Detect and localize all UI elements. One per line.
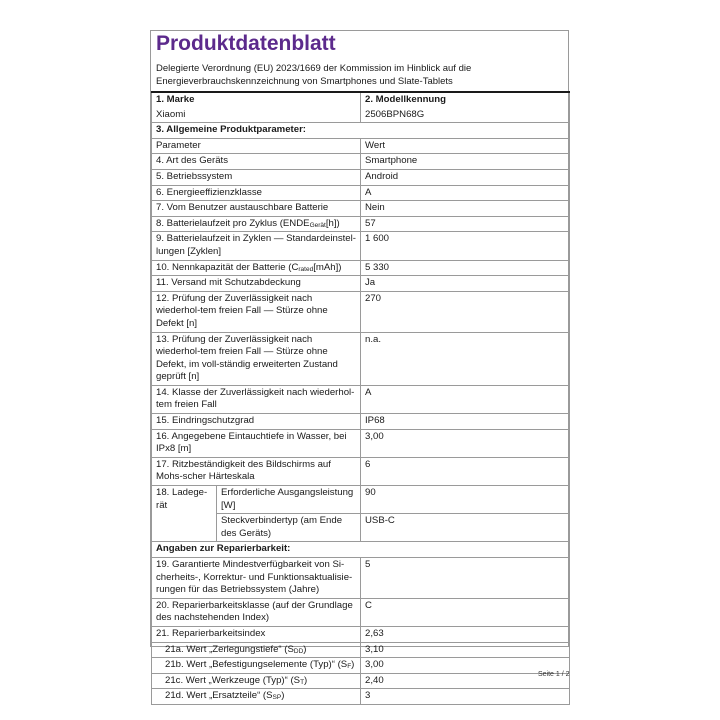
table-row [152,414,570,430]
repair-21b-label [152,658,361,674]
section-repair-heading: Angaben zur Reparierbarkeit: [152,542,570,558]
table-row [152,457,570,485]
battery-cycle-label-subscript: Gerät [309,221,326,229]
ip-value: IP68 [361,414,570,430]
page-title: Produktdatenblatt [156,32,336,55]
table-row [152,642,570,658]
table-row-brand-header [152,92,570,108]
replaceable-battery-value: Nein [361,201,570,217]
table-row [152,673,570,689]
repair-21a-close: ) [303,643,307,655]
drop-class-label: 14. Klasse der Zuverlässigkeit nach wiederhol-tem freien Fall [152,385,361,413]
immersion-label: 16. Angegebene Eintauchtiefe in Wasser, bei IPx8 [m] [152,429,361,457]
os-value: Android [361,169,570,185]
table-row [152,658,570,674]
repair-21b-text: 21b. Wert „Befestigungselemente (Typ)“ (S [165,659,348,671]
table-row [152,429,570,457]
capacity-value: 5 330 [361,260,570,276]
table-row [152,486,570,514]
charger-connector-value: USB-C [361,514,570,542]
page-number: Seite 1 / 2 [538,671,570,678]
battery-cycles-label: 9. Batterielaufzeit in Zyklen — Standardeinstel-lungen [Zyklen] [152,232,361,260]
battery-cycle-value: 57 [361,216,570,232]
table-row [152,626,570,642]
value-column-header: Wert [361,138,570,154]
battery-cycle-label-unit: [h]) [325,217,340,229]
repair-21b-value: 3,00 [361,658,570,674]
repair-21a-subscript: DD [293,647,304,655]
page-subtitle: Delegierte Verordnung (EU) 2023/1669 der Kommission im Hinblick auf die Energieverbrauchskennzeichnung von Smartphones und Slate-Tablets [156,63,472,87]
battery-cycle-label [152,216,361,232]
replaceable-battery-label: 7. Vom Benutzer austauschbare Batterie [152,201,361,217]
repair-class-value: C [361,598,570,626]
drop-test-label: 12. Prüfung der Zuverlässigkeit nach wiederhol-tem freien Fall — Stürze ohne Defekt [n] [152,291,361,332]
os-label: 5. Betriebssystem [152,169,361,185]
param-column-header: Parameter [152,138,361,154]
table-row [152,260,570,276]
repair-21d-close: ) [281,690,285,702]
table-row [152,689,570,705]
energy-class-label: 6. Energieeffizienzklasse [152,185,361,201]
table-row [152,291,570,332]
section-general-heading: 3. Allgemeine Produktparameter: [152,123,570,139]
repair-21d-value: 3 [361,689,570,705]
capacity-label-unit: [mAh]) [313,261,342,273]
table-row [152,201,570,217]
repair-index-label: 21. Reparierbarkeitsindex [152,626,361,642]
drop-test-value: 270 [361,291,570,332]
table-row [152,216,570,232]
repair-21d-subscript: SP [272,694,282,702]
scratch-label: 17. Ritzbeständigkeit des Bildschirms auf Mohs-scher Härteskala [152,457,361,485]
table-row [152,332,570,385]
product-data-table [151,91,570,705]
repair-21c-subscript: T [300,678,305,686]
repair-21d-label [152,689,361,705]
repair-21c-text: 21c. Wert „Werkzeuge (Typ)“ (S [165,674,301,686]
capacity-label-text: 10. Nennkapazität der Batterie (C [156,261,299,273]
repair-21c-label [152,673,361,689]
charger-power-label: Erforderliche Ausgangsleistung [W] [217,486,361,514]
charger-label: 18. Ladege-rät [152,486,217,542]
immersion-value: 3,00 [361,429,570,457]
table-row [152,558,570,599]
brand-label: 1. Marke [152,92,361,108]
table-row [152,385,570,413]
repair-index-value: 2,63 [361,626,570,642]
table-row [152,154,570,170]
repair-21b-subscript: F [347,663,352,671]
repair-21b-close: ) [351,659,355,671]
updates-value: 5 [361,558,570,599]
table-row [152,598,570,626]
repair-21a-value: 3,10 [361,642,570,658]
repair-21d-text: 21d. Wert „Ersatzteile“ (S [165,690,273,702]
device-type-label: 4. Art des Geräts [152,154,361,170]
protective-cover-label: 11. Versand mit Schutzabdeckung [152,276,361,292]
table-row [152,169,570,185]
drop-test-full-value: n.a. [361,332,570,385]
brand-value: Xiaomi [152,108,361,123]
drop-test-full-label: 13. Prüfung der Zuverlässigkeit nach wiederhol-tem freien Fall — Stürze ohne Defekt, im voll-ständig erweiterten Zustand geprüft [n] [152,332,361,385]
model-value: 2506BPN68G [361,108,570,123]
table-row [152,138,570,154]
protective-cover-value: Ja [361,276,570,292]
drop-class-value: A [361,385,570,413]
repair-21c-close: ) [304,674,308,686]
ip-label: 15. Eindringschutzgrad [152,414,361,430]
battery-cycle-label-text: 8. Batterielaufzeit pro Zyklus (ENDE [156,217,310,229]
table-row [152,232,570,260]
repair-21c-value: 2,40 [361,673,570,689]
model-label: 2. Modellkennung [361,92,570,108]
charger-connector-label: Steckverbindertyp (am Ende des Geräts) [217,514,361,542]
charger-power-value: 90 [361,486,570,514]
scratch-value: 6 [361,457,570,485]
battery-cycles-value: 1 600 [361,232,570,260]
table-row-brand-values [152,108,570,123]
repair-21a-label [152,642,361,658]
repair-21a-text: 21a. Wert „Zerlegungstiefe“ (S [165,643,294,655]
capacity-label [152,260,361,276]
updates-label: 19. Garantierte Mindestverfügbarkeit von Si-cherheits-, Korrektur- und Funktionsaktualisie-rungen für das Betriebssystem (Jahre) [152,558,361,599]
energy-class-value: A [361,185,570,201]
table-row-section [152,542,570,558]
table-row-section [152,123,570,139]
repair-class-label: 20. Reparierbarkeitsklasse (auf der Grundlage des nachstehenden Index) [152,598,361,626]
table-row [152,276,570,292]
table-row [152,185,570,201]
device-type-value: Smartphone [361,154,570,170]
capacity-label-subscript: rated [298,265,314,273]
